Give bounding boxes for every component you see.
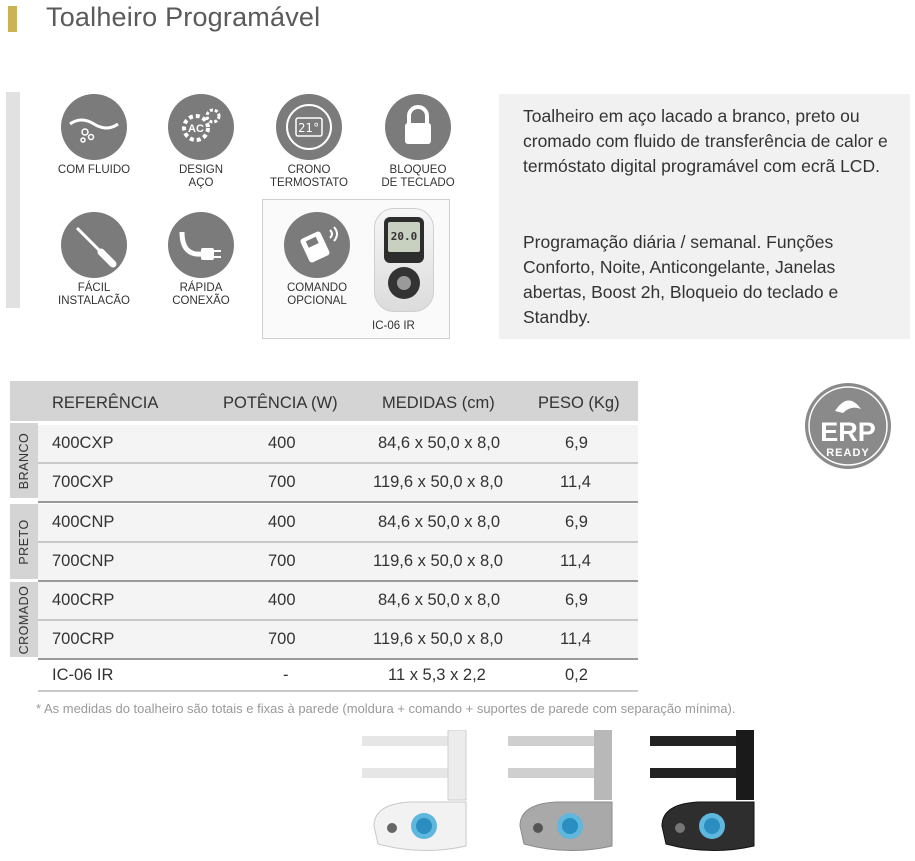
- feature-label: CRONO TERMOSTATO: [270, 164, 348, 189]
- feature-label: DESIGN AÇO: [178, 164, 224, 189]
- feature-design: [146, 94, 256, 190]
- erp-ready-badge: [805, 383, 891, 469]
- feature-label: RÁPIDA CONEXÃO: [172, 282, 230, 307]
- thermostat-display-value: 21°: [298, 121, 320, 135]
- remote-control-image: [374, 208, 434, 312]
- thermostat-white-image: [362, 730, 474, 856]
- padlock-icon: [385, 94, 451, 160]
- remote-control-icon: [284, 212, 350, 278]
- group-label-branco: BRANCO: [10, 423, 38, 498]
- feature-label: COM FLUIDO: [57, 164, 131, 176]
- feature-optional-remote: [262, 212, 372, 308]
- feature-fluid: [39, 94, 149, 177]
- group-label-cromado: CROMADO: [10, 582, 38, 657]
- title-accent-bar: [8, 6, 17, 32]
- table-row: 700CRP 700 119,6 x 50,0 x 8,0 11,4: [38, 621, 638, 658]
- plug-icon: [168, 212, 234, 278]
- table-row: 400CXP 400 84,6 x 50,0 x 8,0 6,9: [38, 425, 638, 462]
- ac-design-icon: [168, 94, 234, 160]
- feature-label: BLOQUEO DE TECLADO: [381, 164, 455, 189]
- description-panel: [499, 94, 910, 339]
- table-header: [10, 381, 638, 421]
- ready-text: READY: [826, 447, 870, 459]
- table-row: 400CNP 400 84,6 x 50,0 x 8,0 6,9: [38, 504, 638, 541]
- page-title: Toalheiro Programável: [46, 2, 321, 32]
- erp-text: ERP: [820, 417, 876, 447]
- table-row: 700CXP 700 119,6 x 50,0 x 8,0 11,4: [38, 464, 638, 501]
- screwdriver-icon: [61, 212, 127, 278]
- footnote: * As medidas do toalheiro são totais e fixas à parede (moldura + comando + suportes de parede com separação mínima).: [36, 701, 736, 716]
- thermostat-chrome-image: [508, 730, 620, 856]
- leaf-icon: [835, 400, 861, 413]
- table-row: IC-06 IR - 11 x 5,3 x 2,2 0,2: [38, 660, 638, 690]
- fluid-icon: [61, 94, 127, 160]
- group-label-preto: PRETO: [10, 504, 38, 579]
- remote-label: IC-06 IR: [372, 320, 415, 332]
- column-header: REFERÊNCIA: [52, 394, 159, 412]
- column-header: PESO (Kg): [538, 394, 620, 412]
- feature-keypad-lock: [363, 94, 473, 190]
- remote-lcd: 20.0: [388, 222, 420, 252]
- column-header: POTÊNCIA (W): [223, 394, 338, 412]
- feature-easy-install: [39, 212, 149, 308]
- column-header: MEDIDAS (cm): [382, 394, 495, 412]
- table-row: 400CRP 400 84,6 x 50,0 x 8,0 6,9: [38, 582, 638, 619]
- table-row: 700CNP 700 119,6 x 50,0 x 8,0 11,4: [38, 543, 638, 580]
- thermostat-display-icon: [276, 94, 342, 160]
- description-paragraph-1: Toalheiro em aço lacado a branco, preto ou cromado com fluido de transferência de calor e termóstato digital programável com ecrã LCD.: [523, 106, 888, 176]
- feature-panel-stripe: [6, 92, 20, 308]
- feature-label: COMANDO OPCIONAL: [286, 282, 348, 307]
- description-paragraph-2: Programação diária / semanal. Funções Conforto, Noite, Anticongelante, Janelas abertas, Boost 2h, Bloqueio do teclado e Standby.: [523, 232, 839, 327]
- feature-quick-connect: [146, 212, 256, 308]
- feature-label: FÁCIL INSTALACÃO: [58, 282, 130, 307]
- feature-thermostat: [254, 94, 364, 190]
- thermostat-black-image: [650, 730, 762, 856]
- svg-text:AC: AC: [188, 123, 204, 135]
